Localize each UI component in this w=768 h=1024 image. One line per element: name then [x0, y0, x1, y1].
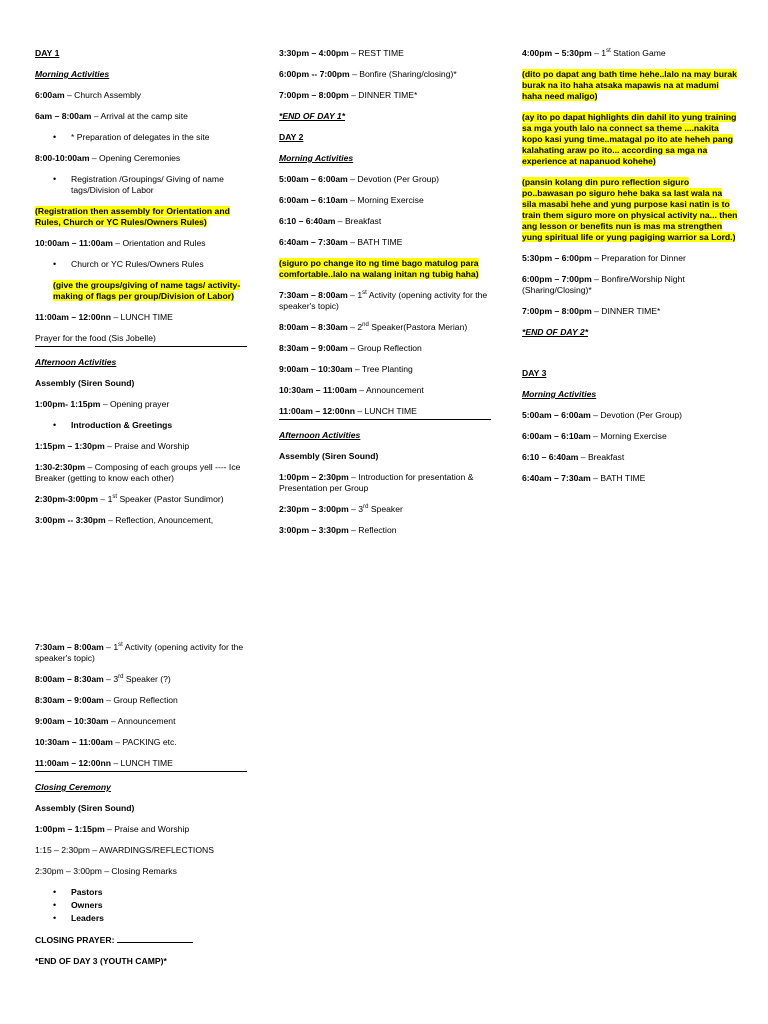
schedule-activity: – REST TIME [348, 48, 404, 58]
schedule-activity: – 1st Station Game [591, 48, 666, 58]
schedule-time: Morning Activities [35, 69, 110, 79]
schedule-line [35, 462, 247, 484]
schedule-line [279, 174, 491, 185]
schedule-time: Assembly (Siren Sound) [279, 451, 379, 461]
schedule-line [35, 441, 247, 452]
schedule-time: 7:00pm – 8:00pm [279, 90, 349, 100]
schedule-time: DAY 1 [35, 48, 60, 58]
schedule-activity: – Reflection, Anouncement, [105, 515, 214, 525]
schedule-time: 7:30am – 8:00am [279, 290, 348, 300]
schedule-activity: – Reflection [348, 525, 397, 535]
schedule-activity: – 3rd Speaker [348, 504, 403, 514]
schedule-activity: Prayer for the food (Sis Jobelle) [35, 333, 156, 343]
schedule-time: 11:00am – 12:00nn [35, 312, 111, 322]
schedule-activity: – DINNER TIME* [591, 306, 661, 316]
schedule-time: (pansin kolang din puro reflection siguro po..bawasan po siguro hehe baka sa last wala na sila masabi hehe and yung purpose kasi natin is to train them siguro more on physical activity na... then ang lesson or benefits nun is mas ma strengthen yung spiritual life or yung pagiging warrior sa Lord.) [522, 177, 738, 242]
schedule-time: 1:00pm – 2:30pm [279, 472, 349, 482]
schedule-time: Owners [71, 900, 103, 910]
schedule-time: (give the groups/giving of name tags/ activity-making of flags per group/Division of Labor) [53, 280, 241, 301]
schedule-activity: – Composing of each groups yell ---- Ice Breaker (getting to know each other) [35, 462, 241, 483]
schedule-time: Introduction & Greetings [71, 420, 173, 430]
schedule-time: *END OF DAY 1* [279, 111, 346, 121]
schedule-line [279, 90, 491, 101]
schedule-line [35, 238, 247, 249]
schedule-time: 5:00am – 6:00am [279, 174, 348, 184]
schedule-time: Morning Activities [522, 389, 597, 399]
blank-line [117, 934, 193, 943]
schedule-time: 4:00pm – 5:30pm [522, 48, 592, 58]
bullet-item [35, 900, 247, 911]
schedule-line [522, 389, 738, 400]
schedule-activity: – Praise and Worship [104, 824, 190, 834]
schedule-time: DAY 2 [279, 132, 304, 142]
schedule-line [522, 410, 738, 421]
schedule-time: 5:00am – 6:00am [522, 410, 591, 420]
schedule-line [35, 956, 247, 967]
schedule-line [279, 69, 491, 80]
schedule-line [35, 494, 247, 505]
schedule-activity: – Morning Exercise [590, 431, 667, 441]
schedule-column-day1 [35, 48, 247, 536]
schedule-time: 5:30pm – 6:00pm [522, 253, 592, 263]
schedule-line [279, 216, 491, 227]
schedule-line [35, 69, 247, 80]
schedule-activity: * Preparation of delegates in the site [71, 132, 210, 142]
schedule-activity: – Announcement [356, 385, 424, 395]
schedule-line [35, 782, 247, 793]
schedule-activity: Registration /Groupings/ Giving of name tags/Division of Labor [71, 174, 224, 195]
schedule-activity: – Breakfast [335, 216, 382, 226]
bullet-item [35, 132, 247, 143]
schedule-line [35, 803, 247, 814]
schedule-activity: – Announcement [108, 716, 176, 726]
schedule-time: 6:00am [35, 90, 65, 100]
schedule-time: 3:00pm – 3:30pm [279, 525, 349, 535]
schedule-activity: – DINNER TIME* [348, 90, 418, 100]
schedule-time: 6:40am – 7:30am [279, 237, 348, 247]
schedule-time: 1:00pm – 1:15pm [35, 824, 105, 834]
schedule-line [35, 758, 247, 772]
schedule-activity: – 2nd Speaker(Pastora Merian) [347, 322, 468, 332]
highlighted-note [522, 69, 738, 102]
schedule-line [279, 132, 491, 143]
bullet-item [35, 420, 247, 431]
schedule-activity: – BATH TIME [347, 237, 403, 247]
schedule-line [35, 934, 247, 946]
schedule-time: 8:00am – 8:30am [279, 322, 348, 332]
schedule-line [279, 406, 491, 420]
schedule-line [522, 473, 738, 484]
schedule-line [279, 48, 491, 59]
schedule-activity: 1:15 – 2:30pm – AWARDINGS/REFLECTIONS [35, 845, 214, 855]
schedule-time: 7:30am – 8:00am [35, 642, 104, 652]
schedule-time: 6:10 – 6:40am [522, 452, 579, 462]
schedule-activity: – Church Assembly [64, 90, 142, 100]
schedule-time: 6:00pm -- 7:00pm [279, 69, 350, 79]
schedule-activity: – Breakfast [578, 452, 625, 462]
schedule-activity: – Introduction for presentation & Presentation per Group [279, 472, 474, 493]
schedule-line [522, 431, 738, 442]
schedule-time: 1:30-2:30pm [35, 462, 86, 472]
schedule-activity: – Preparation for Dinner [591, 253, 686, 263]
schedule-activity: – 1st Activity (opening activity for the speaker's topic) [35, 642, 244, 663]
schedule-time: 6:40am – 7:30am [522, 473, 591, 483]
schedule-line [522, 452, 738, 463]
schedule-time: 6:00am – 6:10am [279, 195, 348, 205]
schedule-time: 10:00am – 11:00am [35, 238, 113, 248]
schedule-activity: – BATH TIME [590, 473, 646, 483]
schedule-line [279, 472, 491, 494]
schedule-time: 8:30am – 9:00am [279, 343, 348, 353]
schedule-line [35, 357, 247, 368]
schedule-activity: – Group Reflection [347, 343, 422, 353]
schedule-time: 8:00am – 8:30am [35, 674, 104, 684]
schedule-activity: – Opening Ceremonies [89, 153, 181, 163]
schedule-activity: – Bonfire/Worship Night (Sharing/Closing)* [522, 274, 685, 295]
schedule-time: 8:30am – 9:00am [35, 695, 104, 705]
schedule-line [279, 430, 491, 441]
schedule-line [522, 348, 738, 368]
schedule-line [279, 290, 491, 312]
schedule-activity: – Bonfire (Sharing/closing)* [349, 69, 457, 79]
schedule-activity: 2:30pm – 3:00pm – Closing Remarks [35, 866, 177, 876]
schedule-activity: – LUNCH TIME [110, 312, 173, 322]
schedule-line [279, 385, 491, 396]
schedule-activity: – Devotion (Per Group) [347, 174, 440, 184]
schedule-time: 10:30am – 11:00am [279, 385, 357, 395]
schedule-line [35, 90, 247, 101]
schedule-time: 9:00am – 10:30am [279, 364, 353, 374]
highlighted-note [279, 258, 491, 280]
schedule-line [35, 333, 247, 347]
schedule-line [522, 306, 738, 317]
schedule-line [35, 866, 247, 877]
schedule-time: (ay ito po dapat highlights din dahil ito yung training sa mga youth lalo na connect sa theme ....nakita kopo kasi yung time..matagal po ito ate heheh pang kalahating araw po ito... according sa mga na experience at napanuod kohehe) [522, 112, 737, 166]
highlighted-note [522, 177, 738, 243]
schedule-line [35, 674, 247, 685]
schedule-time: 2:30pm – 3:00pm [279, 504, 349, 514]
schedule-activity: – Orientation and Rules [112, 238, 206, 248]
bullet-item [35, 913, 247, 924]
schedule-line [35, 515, 247, 526]
schedule-time: 6:00pm – 7:00pm [522, 274, 592, 284]
bullet-item [35, 259, 247, 270]
bullet-item [35, 174, 247, 196]
schedule-line [279, 322, 491, 333]
highlighted-note [522, 112, 738, 167]
schedule-time: 6:00am – 6:10am [522, 431, 591, 441]
schedule-line [35, 153, 247, 164]
schedule-column-day2 [279, 48, 491, 546]
schedule-line [279, 153, 491, 164]
schedule-line [522, 48, 738, 59]
schedule-time: (siguro po change ito ng time bago matulog para comfortable..lalo na walang initan ng tubig haha) [279, 258, 479, 279]
schedule-activity: – LUNCH TIME [110, 758, 173, 768]
schedule-time: 11:00am – 12:00nn [35, 758, 111, 768]
schedule-line [522, 368, 738, 379]
highlighted-note [35, 206, 247, 228]
schedule-activity: – Opening prayer [100, 399, 170, 409]
schedule-time: Morning Activities [279, 153, 354, 163]
schedule-line [522, 253, 738, 264]
schedule-activity: – Morning Exercise [347, 195, 424, 205]
schedule-time: 2:30pm-3:00pm [35, 494, 99, 504]
schedule-line [279, 111, 491, 122]
schedule-time: 10:30am – 11:00am [35, 737, 113, 747]
schedule-time: Assembly (Siren Sound) [35, 378, 135, 388]
schedule-line [35, 312, 247, 323]
schedule-line [35, 695, 247, 706]
schedule-activity: – 1st Speaker (Pastor Sundimor) [98, 494, 224, 504]
schedule-time: 3:00pm -- 3:30pm [35, 515, 106, 525]
schedule-line [279, 364, 491, 375]
schedule-time: (dito po dapat ang bath time hehe..lalo na may burak burak na ito haha atsaka mapawis na at madumi haha need maligo) [522, 69, 737, 101]
schedule-time: 9:00am – 10:30am [35, 716, 109, 726]
schedule-column-day3-cont [35, 642, 247, 977]
schedule-line [35, 642, 247, 664]
schedule-line [522, 274, 738, 296]
schedule-column-day2-day3 [522, 48, 738, 494]
schedule-activity: – LUNCH TIME [354, 406, 417, 416]
schedule-activity: – Praise and Worship [104, 441, 190, 451]
schedule-time: *END OF DAY 2* [522, 327, 589, 337]
schedule-time: 8:00-10:00am [35, 153, 90, 163]
schedule-line [35, 716, 247, 727]
schedule-line [35, 378, 247, 389]
schedule-line [35, 845, 247, 856]
schedule-activity: Church or YC Rules/Owners Rules [71, 259, 204, 269]
schedule-line [35, 48, 247, 59]
schedule-activity: – Devotion (Per Group) [590, 410, 683, 420]
schedule-activity: – Group Reflection [103, 695, 178, 705]
schedule-line [522, 327, 738, 338]
highlighted-note [35, 280, 247, 302]
schedule-time: DAY 3 [522, 368, 547, 378]
schedule-line [35, 399, 247, 410]
schedule-line [279, 451, 491, 462]
schedule-time: Leaders [71, 913, 104, 923]
schedule-time: 11:00am – 12:00nn [279, 406, 355, 416]
schedule-line [35, 824, 247, 835]
schedule-time: 6:10 – 6:40am [279, 216, 336, 226]
schedule-activity: – 3rd Speaker (?) [103, 674, 171, 684]
schedule-time: 1:00pm- 1:15pm [35, 399, 101, 409]
schedule-line [279, 504, 491, 515]
schedule-activity: – PACKING etc. [112, 737, 177, 747]
schedule-time: 3:30pm – 4:00pm [279, 48, 349, 58]
schedule-line [279, 195, 491, 206]
schedule-time: Closing Ceremony [35, 782, 111, 792]
bullet-item [35, 887, 247, 898]
schedule-activity: – 1st Activity (opening activity for the speaker's topic) [279, 290, 488, 311]
schedule-time: CLOSING PRAYER: [35, 935, 117, 945]
schedule-line [279, 343, 491, 354]
schedule-time: (Registration then assembly for Orientation and Rules, Church or YC Rules/Owners Rules) [35, 206, 230, 227]
schedule-time: Afternoon Activities [35, 357, 117, 367]
schedule-line [35, 111, 247, 122]
schedule-time: Assembly (Siren Sound) [35, 803, 135, 813]
schedule-line [279, 525, 491, 536]
schedule-line [279, 237, 491, 248]
schedule-time: *END OF DAY 3 (YOUTH CAMP)* [35, 956, 167, 966]
schedule-line [35, 737, 247, 748]
schedule-time: 7:00pm – 8:00pm [522, 306, 592, 316]
schedule-time: 1:15pm – 1:30pm [35, 441, 105, 451]
schedule-time: Pastors [71, 887, 103, 897]
schedule-activity: – Arrival at the camp site [91, 111, 188, 121]
schedule-activity: – Tree Planting [352, 364, 413, 374]
schedule-time: 6am – 8:00am [35, 111, 92, 121]
schedule-time: Afternoon Activities [279, 430, 361, 440]
